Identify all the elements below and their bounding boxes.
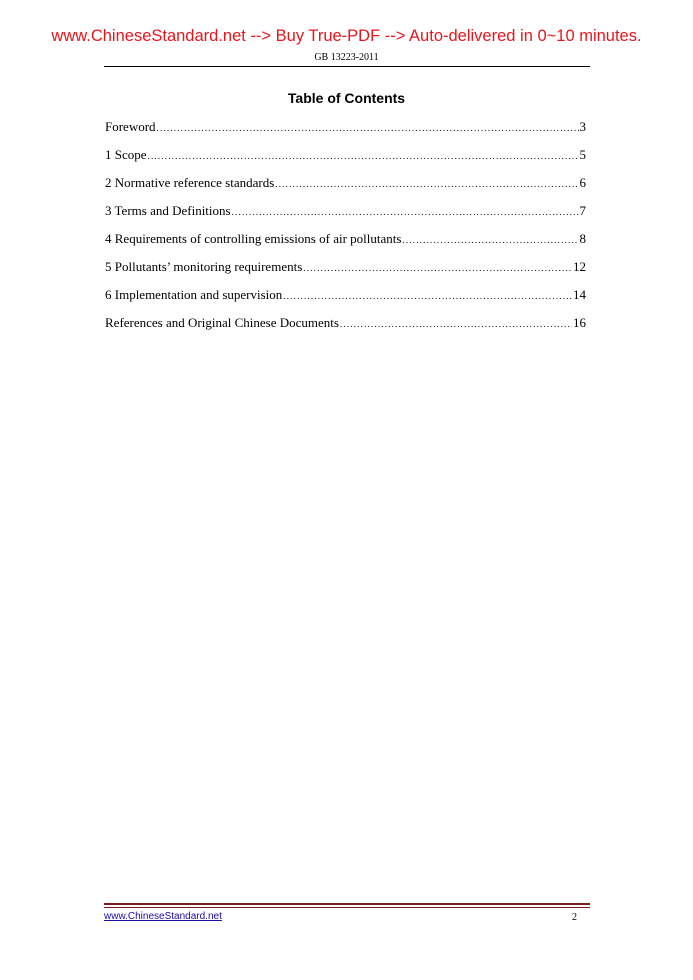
toc-entry-implementation[interactable]: [105, 281, 586, 309]
toc-entry-label: 2 Normative reference standards: [105, 175, 275, 190]
toc-title: Table of Contents: [287, 90, 406, 106]
toc-entry-page: 3: [579, 119, 586, 134]
toc-entry-emission-requirements[interactable]: [105, 225, 586, 253]
document-code: GB 13223-2011: [314, 52, 379, 63]
toc-entry-references[interactable]: [105, 309, 586, 337]
toc-entry-label: References and Original Chinese Documents: [105, 315, 339, 330]
toc-dot-leader: [283, 282, 572, 310]
toc-entry-label: 5 Pollutants’ monitoring requirements: [105, 259, 303, 274]
toc-dot-leader: [402, 226, 578, 254]
toc-dot-leader: [340, 310, 572, 338]
toc-entry-page: 7: [579, 203, 586, 218]
toc-entry-normative-references[interactable]: [105, 169, 586, 197]
toc-entry-page: 16: [573, 315, 586, 330]
footer-website-link[interactable]: www.ChineseStandard.net: [104, 911, 222, 922]
toc-dot-leader: [157, 114, 579, 142]
toc-entry-terms-definitions[interactable]: [105, 197, 586, 225]
toc-dot-leader: [148, 142, 579, 170]
toc-entry-page: 12: [573, 259, 586, 274]
toc-entry-monitoring-requirements[interactable]: [105, 253, 586, 281]
toc-dot-leader: [232, 198, 579, 226]
toc-entry-label: 3 Terms and Definitions: [105, 203, 231, 218]
toc-entry-label: Foreword: [105, 119, 156, 134]
toc-entry-page: 14: [573, 287, 586, 302]
toc-dot-leader: [275, 170, 578, 198]
promo-banner[interactable]: www.ChineseStandard.net --> Buy True-PDF --> Auto-delivered in 0~10 minutes.: [51, 27, 642, 45]
toc-entry-label: 6 Implementation and supervision: [105, 287, 283, 302]
page-number: 2: [572, 912, 577, 923]
toc-entry-foreword[interactable]: [105, 113, 586, 141]
footer-divider-thick: [104, 903, 590, 905]
header-divider: [104, 66, 590, 67]
toc-entry-page: 5: [579, 147, 586, 162]
toc-entry-scope[interactable]: [105, 141, 586, 169]
toc-entry-label: 4 Requirements of controlling emissions of air pollutants: [105, 231, 402, 246]
table-of-contents: [105, 113, 586, 337]
toc-entry-page: 6: [579, 175, 586, 190]
toc-entry-label: 1 Scope: [105, 147, 147, 162]
toc-dot-leader: [303, 254, 572, 282]
footer-divider-thin: [104, 907, 590, 908]
toc-entry-page: 8: [579, 231, 586, 246]
